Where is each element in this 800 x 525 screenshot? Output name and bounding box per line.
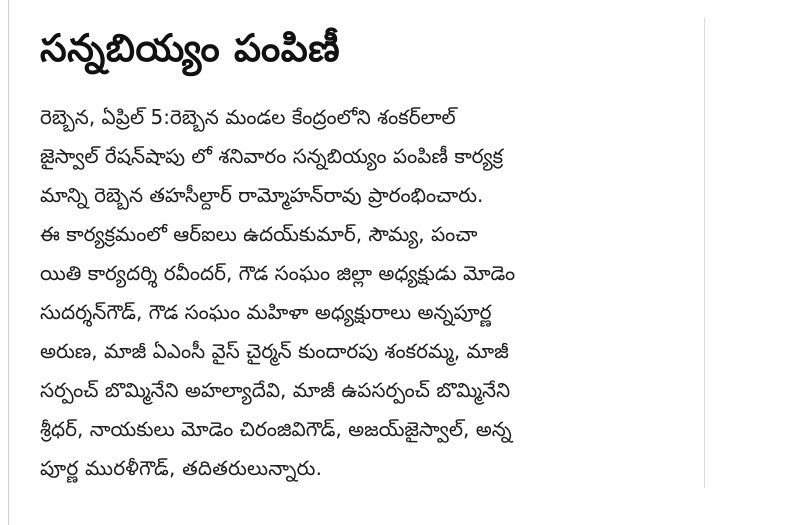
article-line: రెబ్బెన, ఏప్రిల్ 5:రెబ్బెన మండల కేంద్రంలోని శంకర్‌లాల్ xyxy=(40,105,456,129)
article-line: ఈ కార్యక్రమంలో ఆర్ఐలు ఉదయ్‌కుమార్, సౌమ్య, పంచా xyxy=(40,222,478,246)
news-article xyxy=(40,16,700,488)
article-line: పూర్ణ మురళీగౌడ్, తదితరులున్నారు. xyxy=(40,456,323,480)
left-column-rule xyxy=(8,0,9,525)
article-line: యితి కార్యదర్శి రవీందర్, గౌడ సంఘం జిల్లా అధ్యక్షుడు మోడెం xyxy=(40,261,516,285)
article-line: సుదర్శన్‌గౌడ్, గౌడ సంఘం మహిళా అధ్యక్షురాలు అన్నపూర్ణ xyxy=(40,300,492,324)
article-line: జైస్వాల్ రేషన్‌షాపు లో శనివారం సన్నబియ్యం పంపిణీ కార్యక్ర xyxy=(40,144,504,168)
right-column-rule xyxy=(704,18,705,488)
article-line: మాన్ని రెబ్బెన తహసీల్దార్ రామ్మోహన్‌రావు ప్రారంభించారు. xyxy=(40,183,484,207)
article-line: సర్పంచ్ బొమ్మినేని అహల్యాదేవి, మాజీ ఉపసర్పంచ్ బొమ్మినేని xyxy=(40,378,511,402)
article-body xyxy=(40,98,700,488)
article-line: అరుణ, మాజీ ఏఎంసీ వైస్ చైర్మన్ కుందారపు శంకరమ్మ, మాజీ xyxy=(40,339,509,363)
article-headline: సన్నబియ్యం పంపిణీ xyxy=(40,26,341,70)
article-line: శ్రీధర్, నాయకులు మోడెం చిరంజివిగౌడ్, అజయ్‌జైస్వాల్, అన్న xyxy=(40,417,512,441)
